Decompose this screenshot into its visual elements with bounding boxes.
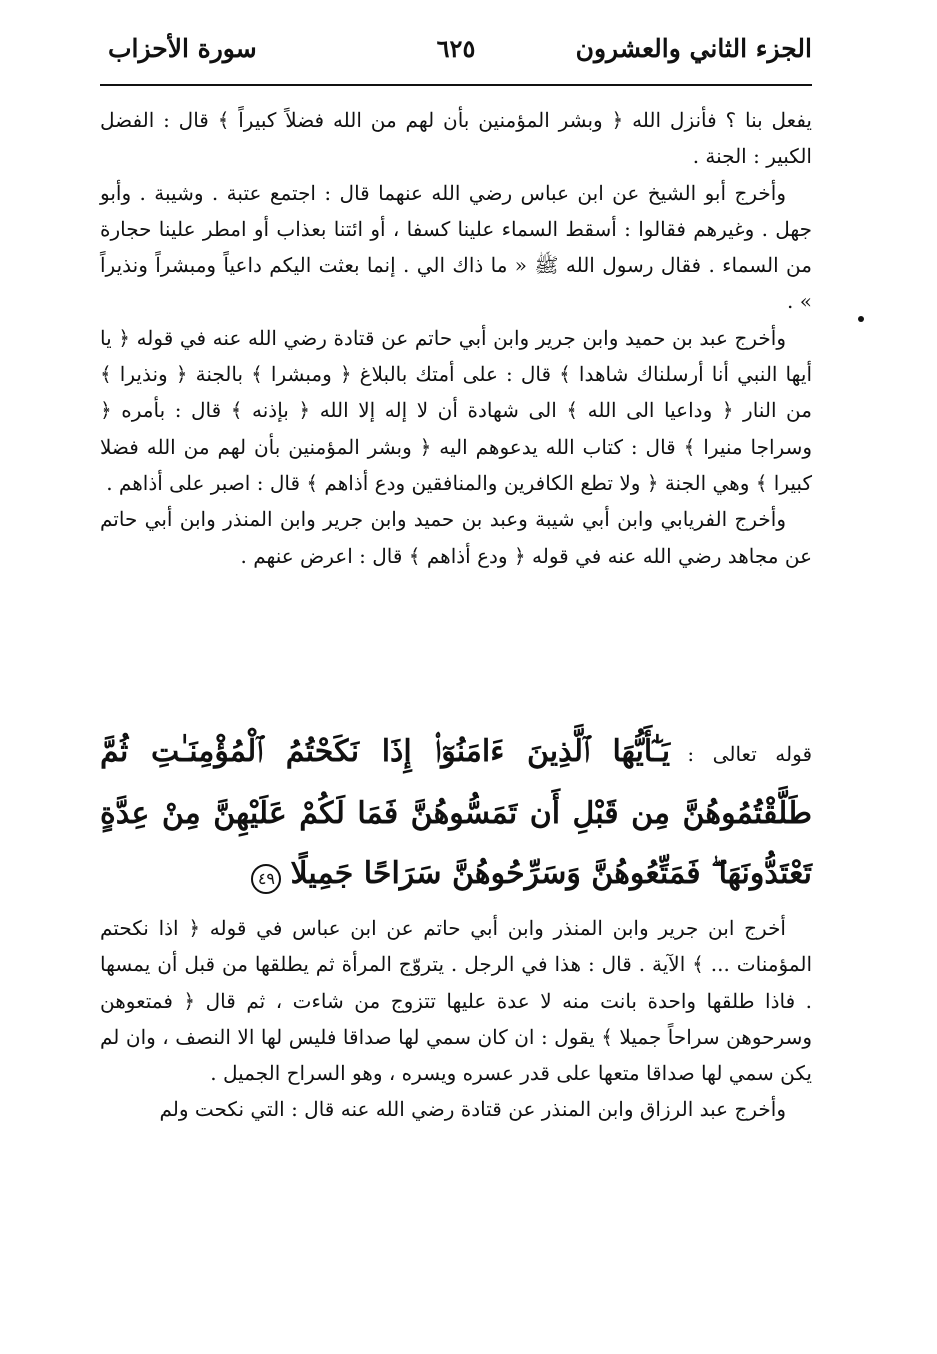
commentary-section-1 [100, 102, 812, 574]
commentary-section-2 [100, 910, 812, 1128]
paragraph: أخرج ابن جرير وابن المنذر وابن أبي حاتم عن ابن عباس في قوله ﴿ اذا نكحتم المؤمنات ... ﴾ الآية . قال : هذا في الرجل . يتروّج المرأة ثم يطلقها من قبل أن يمسها . فاذا طلقها واحدة بانت منه لا عدة عليها تتزوج من شاءت ، ثم قال ﴿ فمتعوهن وسرحوهن سراحاً جميلا ﴾ يقول : ان كان سمي لها صداقا فليس لها الا النصف ، وان لم يكن سمي لها صداقا متعها على قدر عسره ويسره ، وهو السراح الجميل . [100, 916, 813, 1086]
paragraph: يفعل بنا ؟ فأنزل الله ﴿ وبشر المؤمنين بأن لهم من الله فضلاً كبيراً ﴾ قال : الفضل الكبير : الجنة . [100, 108, 812, 169]
page-header [100, 34, 812, 74]
paragraph: وأخرج أبو الشيخ عن ابن عباس رضي الله عنهما قال : اجتمع عتبة . وشيبة . وأبو جهل . وغيرهم فقالوا : أسقط السماء علينا كسفا ، أو ائتنا بعذاب أو امطر علينا حجارة من السماء . فقال رسول الله ﷺ « ما ذاك الي . إنما بعثت اليكم داعياً ومبشراً ونذيراً » . [100, 180, 812, 314]
paragraph: وأخرج الفريابي وابن أبي شيبة وعبد بن حميد وابن جرير وابن المنذر وابن أبي حاتم عن مجاهد رضي الله عنه في قوله ﴿ ودع أذاهم ﴾ قال : اعرض عنهم . [100, 507, 812, 568]
verse-text: يَـٰٓأَيُّهَا ٱلَّذِينَ ءَامَنُوٓا۟ إِذَا نَكَحْتُمُ ٱلْمُؤْمِنَـٰتِ ثُمَّ طَلَّقْتُمُوهُنَّ مِن قَبْلِ أَن تَمَسُّوهُنَّ فَمَا لَكُمْ عَلَيْهِنَّ مِنْ عِدَّةٍ تَعْتَدُّونَهَا ۖ فَمَتِّعُوهُنَّ وَسَرِّحُوهُنَّ سَرَاحًا جَمِيلًا [100, 734, 812, 891]
paragraph: وأخرج عبد بن حميد وابن جرير وابن أبي حاتم عن قتادة رضي الله عنه في قوله ﴿ يا أيها النبي أنا أرسلناك شاهدا ﴾ قال : على أمتك بالبلاغ ﴿ ومبشرا ﴾ بالجنة ﴿ ونذيرا ﴾ من النار ﴿ وداعيا الى الله ﴾ الى شهادة أن لا إله إلا الله ﴿ بإذنه ﴾ قال : بأمره ﴿ وسراجا منيرا ﴾ قال : كتاب الله يدعوهم اليه ﴿ وبشر المؤمنين بأن لهم من الله فضلا كبيرا ﴾ وهي الجنة ﴿ ولا تطع الكافرين والمنافقين ودع أذاهم ﴾ قال : اصبر على أذاهم . [100, 325, 812, 495]
quran-verse [100, 722, 812, 904]
margin-dot [858, 316, 864, 322]
verse-intro: قوله تعالى : [687, 742, 813, 766]
verse-number-marker: ٤٩ [251, 864, 281, 894]
surah-title: سورة الأحزاب [108, 34, 257, 63]
header-divider [100, 84, 812, 86]
part-title: الجزء الثاني والعشرون [575, 34, 812, 63]
page-number: ٦٢٥ [436, 34, 476, 63]
paragraph: وأخرج عبد الرزاق وابن المنذر عن قتادة رضي الله عنه قال : التي نكحت ولم [159, 1097, 786, 1122]
